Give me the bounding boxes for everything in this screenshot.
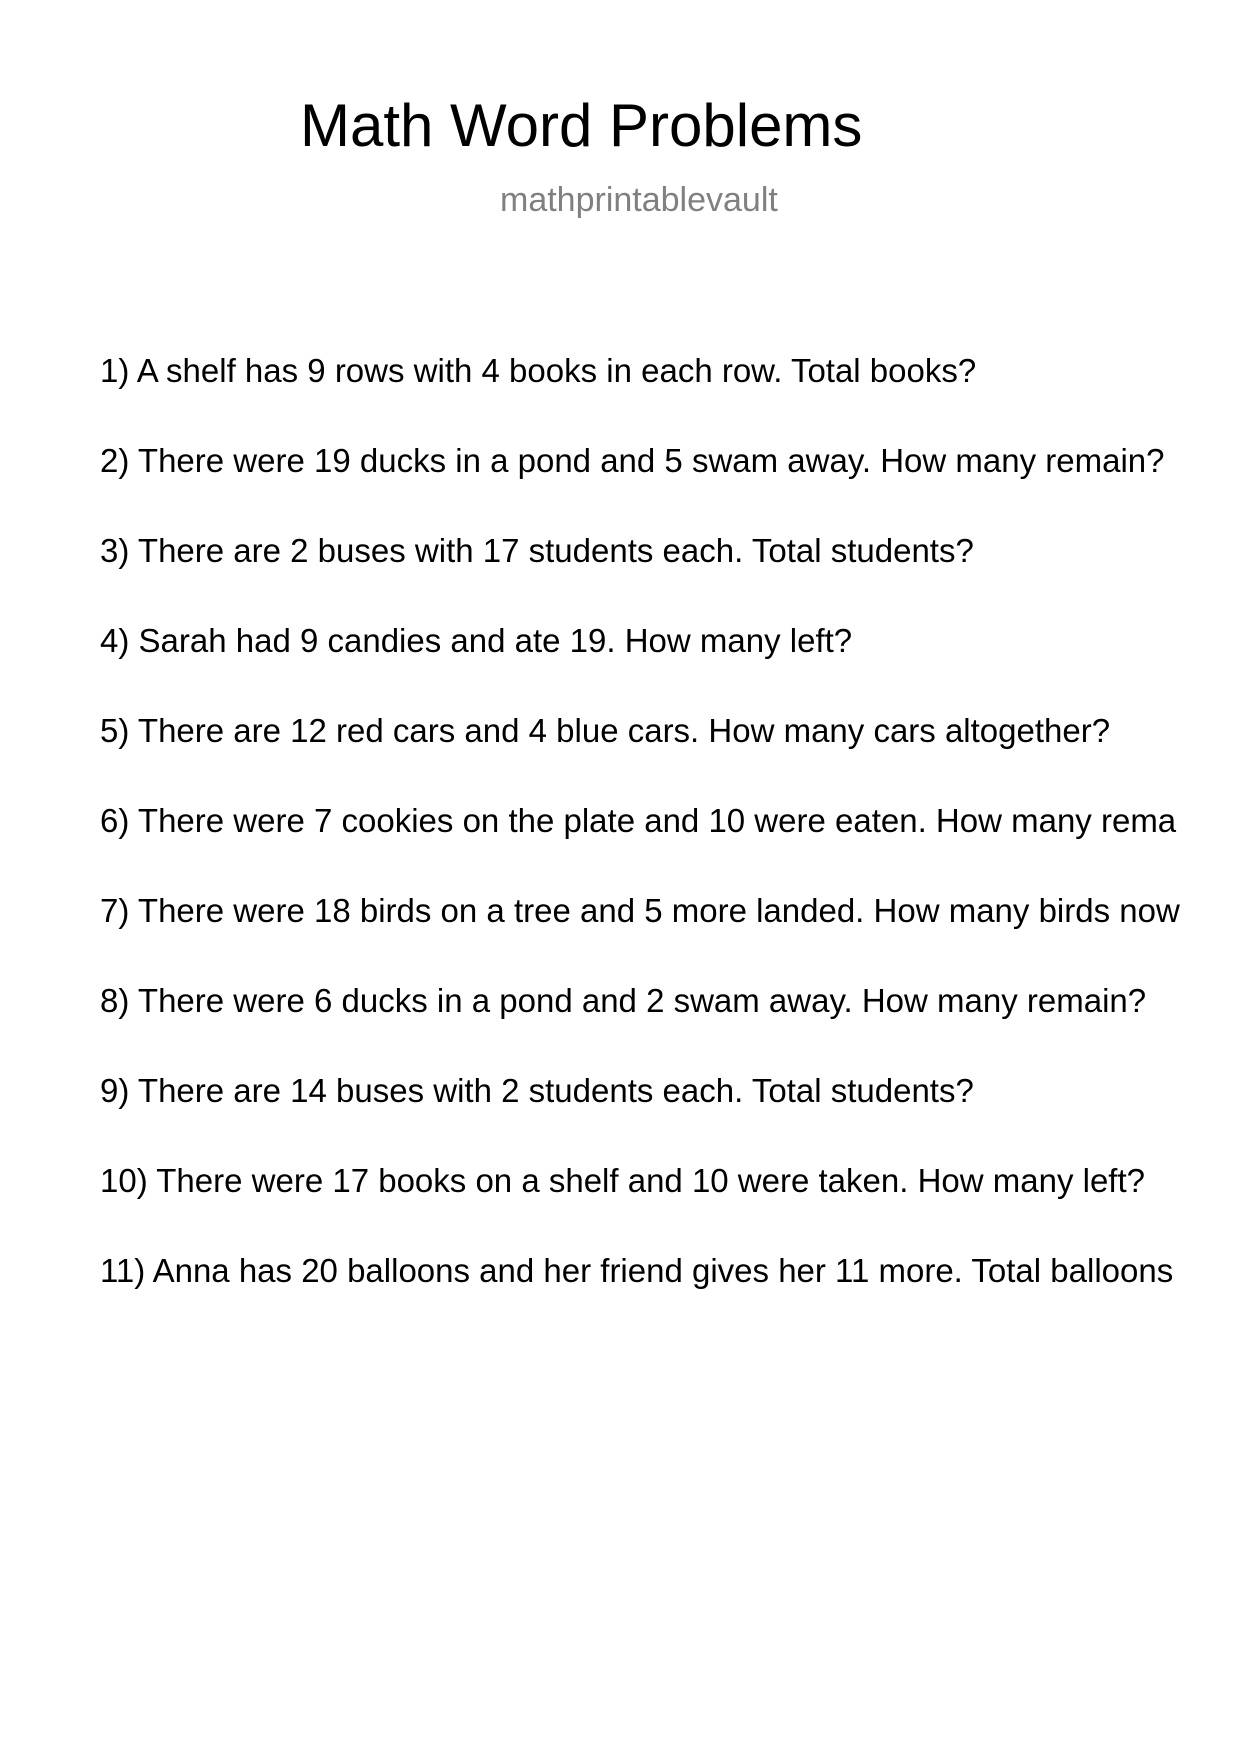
problem-item: 7) There were 18 birds on a tree and 5 more landed. How many birds now	[100, 892, 1180, 929]
problem-list	[100, 351, 1240, 1341]
page-subtitle: mathprintablevault	[500, 181, 778, 219]
problem-item: 9) There are 14 buses with 2 students each. Total students?	[100, 1072, 974, 1109]
problem-item: 6) There were 7 cookies on the plate and 10 were eaten. How many rema	[100, 802, 1177, 839]
problem-item: 8) There were 6 ducks in a pond and 2 swam away. How many remain?	[100, 982, 1147, 1019]
page-title: Math Word Problems	[300, 92, 863, 159]
problem-item: 4) Sarah had 9 candies and ate 19. How many left?	[100, 622, 853, 659]
problem-item: 5) There are 12 red cars and 4 blue cars. How many cars altogether?	[100, 712, 1111, 749]
problem-item: 11) Anna has 20 balloons and her friend gives her 11 more. Total balloons	[100, 1252, 1174, 1289]
problem-item: 3) There are 2 buses with 17 students each. Total students?	[100, 532, 974, 569]
problem-item: 10) There were 17 books on a shelf and 10 were taken. How many left?	[100, 1162, 1145, 1199]
problem-item: 2) There were 19 ducks in a pond and 5 swam away. How many remain?	[100, 442, 1165, 479]
problem-item: 1) A shelf has 9 rows with 4 books in each row. Total books?	[100, 352, 977, 389]
